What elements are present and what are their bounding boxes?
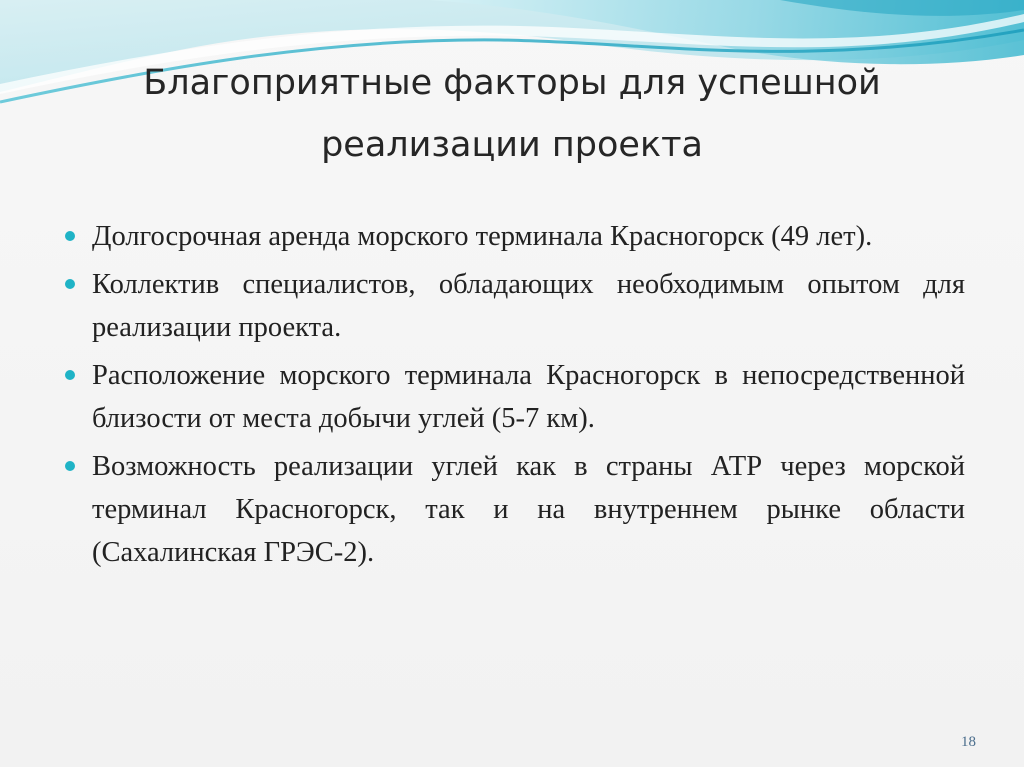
bullet-text: Расположение морского терминала Красногорск в непосредственной близости от места добычи углей (5-7 км). <box>92 360 965 434</box>
bullet-item <box>92 263 965 349</box>
bullet-list <box>92 215 965 579</box>
bullet-item <box>92 354 965 440</box>
circle-bullet-icon <box>65 279 75 289</box>
page-number: 18 <box>961 734 976 750</box>
bullet-item <box>92 445 965 574</box>
slide-title <box>60 52 964 176</box>
slide-title-line: реализации проекта <box>321 125 703 165</box>
circle-bullet-icon <box>65 461 75 471</box>
circle-bullet-icon <box>65 370 75 380</box>
circle-bullet-icon <box>65 231 75 241</box>
bullet-text: Возможность реализации углей как в страны АТР через морской терминал Красногорск, так и на внутреннем рынке области (Сахалинская ГРЭС-2). <box>92 451 965 568</box>
slide-title-line: Благоприятные факторы для успешной <box>143 63 881 103</box>
bullet-item <box>92 215 965 258</box>
bullet-text: Коллектив специалистов, обладающих необходимым опытом для реализации проекта. <box>92 269 965 343</box>
bullet-text: Долгосрочная аренда морского терминала Красногорск (49 лет). <box>92 221 873 252</box>
